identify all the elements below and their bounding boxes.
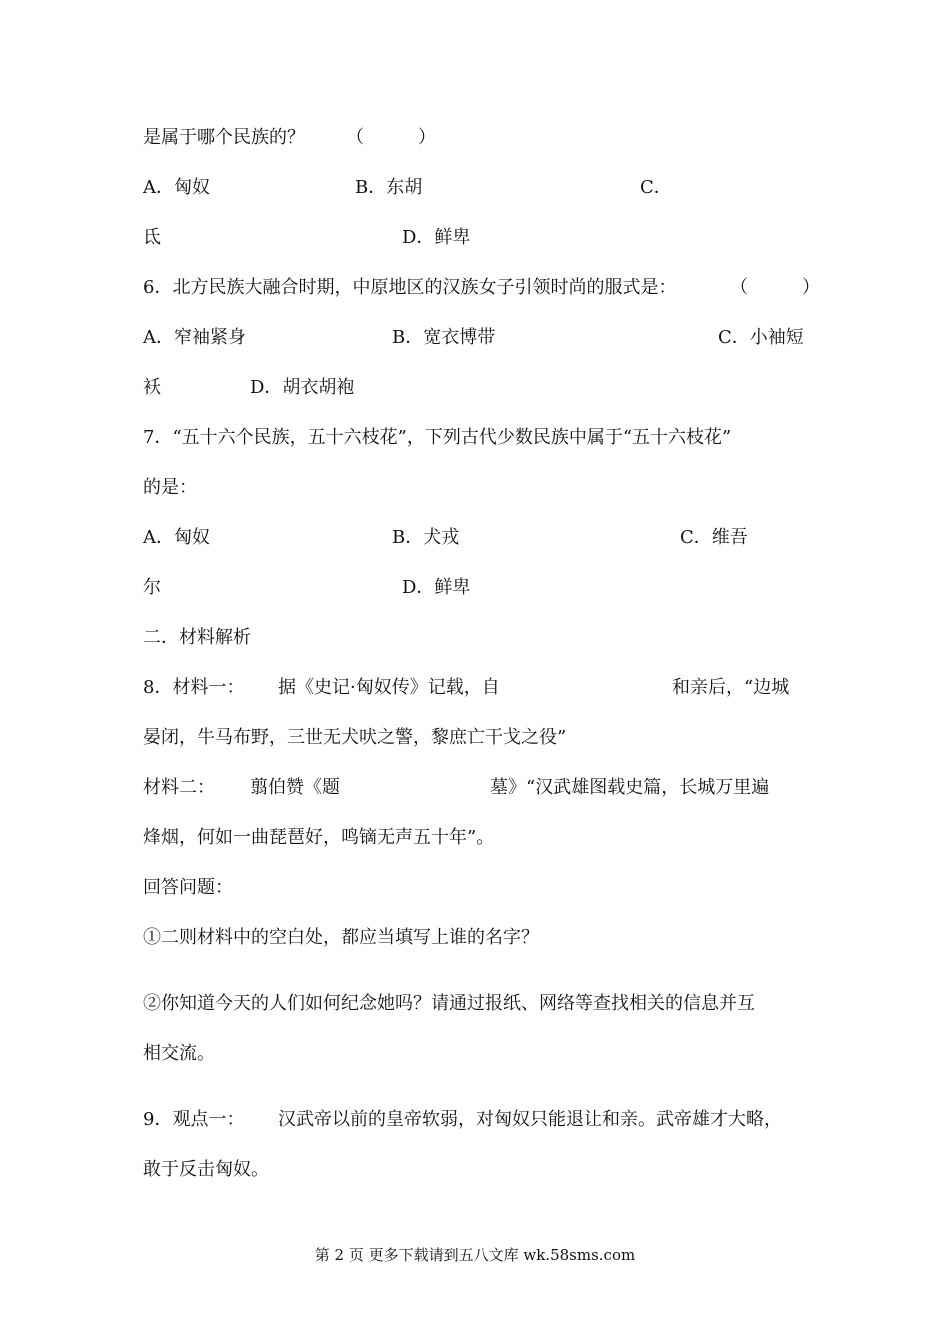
q9-viewpoint1-continuation: 敢于反击匈奴。 [143, 1159, 269, 1180]
q7-option-c-continuation: 尔 [143, 577, 161, 598]
q8-answer-label: 回答问题： [143, 877, 233, 898]
q5-stem-continuation: 是属于哪个民族的？ [143, 127, 305, 148]
q8-subquestion-1: ①二则材料中的空白处，都应当填写上谁的名字？ [143, 927, 539, 948]
q5-option-d: D．鲜卑 [402, 227, 471, 248]
q6-option-a: A．窄袖紧身 [143, 327, 246, 348]
q9-viewpoint1-label: 9．观点一： [143, 1109, 245, 1130]
q8-material2-continuation: 烽烟，何如一曲琵琶好，鸣镝无声五十年”。 [143, 827, 495, 848]
q6-stem: 6．北方民族大融合时期，中原地区的汉族女子引领时尚的服式是： [143, 277, 677, 298]
q8-material1-continuation: 晏闭，牛马布野，三世无犬吠之警，黎庶亡干戈之役” [143, 727, 567, 748]
q8-material1-text-after-blank: 和亲后，“边城 [672, 677, 790, 698]
q9-viewpoint1-text: 汉武帝以前的皇帝软弱，对匈奴只能退让和亲。武帝雄才大略， [278, 1109, 782, 1130]
q6-option-c-continuation: 袄 [143, 377, 161, 398]
q7-stem-continuation: 的是： [143, 477, 197, 498]
q5-option-c-continuation: 氐 [143, 227, 161, 248]
page-footer: 第 2 页 更多下载请到五八文库 wk.58sms.com [314, 1246, 636, 1264]
q5-answer-paren: （ ） [346, 127, 436, 148]
q7-option-b: B．犬戎 [392, 527, 460, 548]
q7-option-d: D．鲜卑 [402, 577, 471, 598]
q8-material1-label: 8．材料一： [143, 677, 245, 698]
q7-option-a: A．匈奴 [143, 527, 210, 548]
section-heading: 二．材料解析 [143, 627, 251, 648]
q5-option-b: B．东胡 [355, 177, 423, 198]
q6-option-c: C．小袖短 [718, 327, 804, 348]
q6-option-d: D．胡衣胡袍 [250, 377, 355, 398]
q7-option-c: C．维吾 [680, 527, 748, 548]
q8-material1-text: 据《史记·匈奴传》记载，自 [278, 677, 500, 698]
q8-material2-text-after-blank: 墓》“汉武雄图载史篇，长城万里遍 [490, 777, 770, 798]
q5-option-a: A．匈奴 [143, 177, 210, 198]
q8-subquestion-2: ②你知道今天的人们如何纪念她吗？请通过报纸、网络等查找相关的信息并互 [143, 993, 755, 1014]
q7-stem: 7．“五十六个民族，五十六枝花”，下列古代少数民族中属于“五十六枝花” [143, 427, 732, 448]
q8-subquestion-2-continuation: 相交流。 [143, 1043, 215, 1064]
q6-option-b: B．宽衣博带 [392, 327, 496, 348]
q6-answer-paren: （ ） [730, 277, 820, 298]
q8-material2-label: 材料二： [143, 777, 215, 798]
q5-option-c: C． [640, 177, 672, 198]
q8-material2-text: 翦伯赞《题 [250, 777, 340, 798]
